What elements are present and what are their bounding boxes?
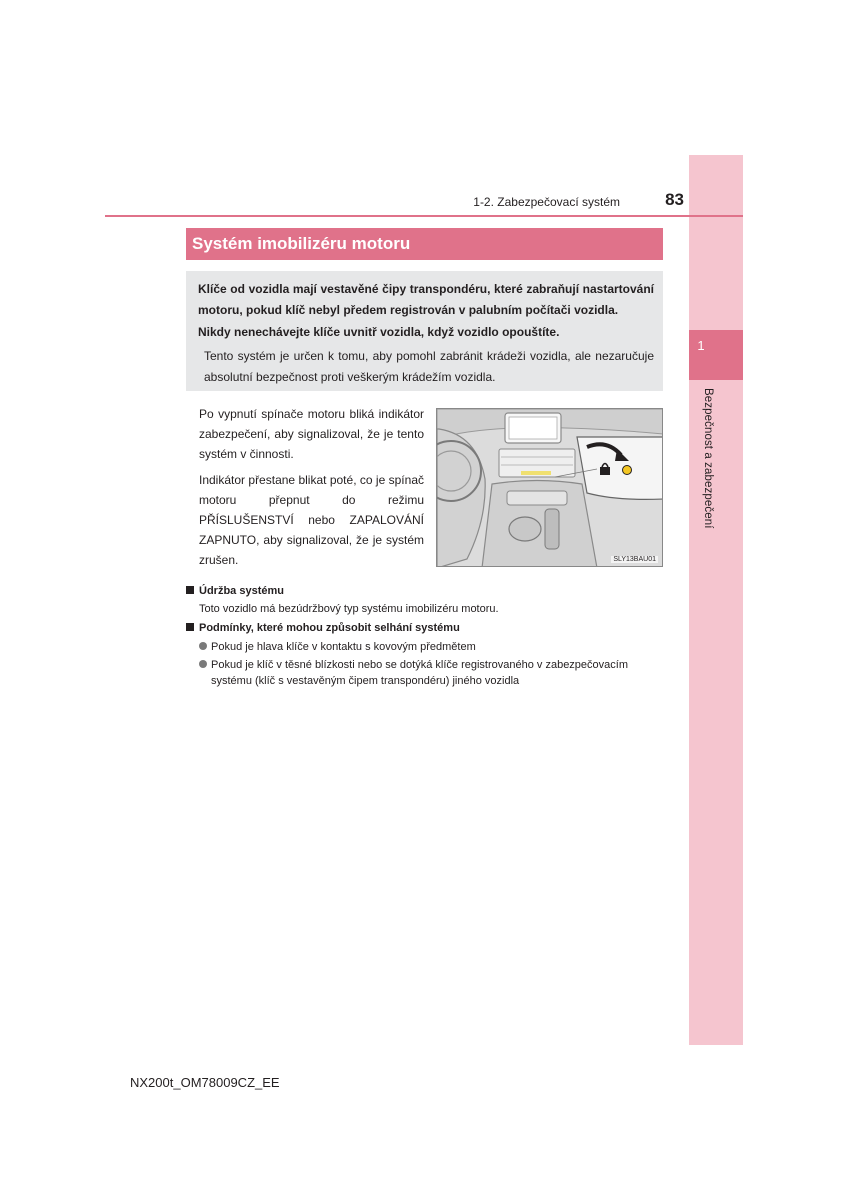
notice-box xyxy=(186,271,663,391)
chapter-number: 1 xyxy=(697,338,705,353)
condition-item xyxy=(199,657,669,689)
condition-text: Pokud je hlava klíče v kontaktu s kovovým předmětem xyxy=(211,641,476,653)
figure-code: SLY13BAU01 xyxy=(613,556,656,563)
page-number: 83 xyxy=(665,190,684,209)
round-bullet-icon xyxy=(199,660,207,668)
notice-paragraph-1: Klíče od vozidla mají vestavěné čipy transpondéru, které zabraňují nastartování motoru, pokud klíč nebyl předem registrován v palubním počítači vozidla. xyxy=(198,282,654,317)
condition-text-line-2: systému (klíč s vestavěným čipem transpondéru) jiného vozidla xyxy=(211,675,520,687)
maintenance-text: Toto vozidlo má bezúdržbový typ systému imobilizéru motoru. xyxy=(199,603,499,615)
condition-item xyxy=(199,639,476,655)
square-bullet-icon xyxy=(186,586,194,594)
footer-code: NX200t_OM78009CZ_EE xyxy=(130,1075,280,1090)
notice-paragraph-2: Nikdy nenechávejte klíče uvnitř vozidla, když vozidlo opouštíte. xyxy=(198,325,560,339)
round-bullet-icon xyxy=(199,642,207,650)
maintenance-heading-text: Údržba systému xyxy=(199,585,284,597)
conditions-heading xyxy=(186,622,460,634)
body-paragraph-1: Po vypnutí spínače motoru bliká indikátor zabezpečení, aby signalizoval, že je tento systém v činnosti. xyxy=(199,407,424,461)
body-paragraph-2: Indikátor přestane blikat poté, co je spínač motoru přepnut do režimu PŘÍSLUŠENSTVÍ nebo ZAPALOVÁNÍ ZAPNUTO, aby signalizoval, že je systém zrušen. xyxy=(199,473,424,567)
dashboard-drawing xyxy=(437,409,663,567)
chapter-title: Bezpečnost a zabezpečení xyxy=(702,388,714,529)
notice-paragraph-3: Tento systém je určen k tomu, aby pomohl zabránit krádeži vozidla, ale nezaručuje absolutní bezpečnost proti veškerým krádežím vozidla. xyxy=(204,349,654,384)
dashboard-illustration xyxy=(436,408,663,567)
page-title: Systém imobilizéru motoru xyxy=(186,228,663,260)
conditions-heading-text: Podmínky, které mohou způsobit selhání systému xyxy=(199,622,460,634)
header-divider xyxy=(105,215,743,217)
section-header: 1-2. Zabezpečovací systém xyxy=(473,195,620,209)
maintenance-heading xyxy=(186,585,284,597)
condition-text-line-1: Pokud je klíč v těsné blízkosti nebo se dotýká klíče registrovaného v zabezpečovacím xyxy=(211,659,628,671)
body-text xyxy=(199,404,424,576)
square-bullet-icon xyxy=(186,623,194,631)
side-tab xyxy=(689,155,743,1045)
